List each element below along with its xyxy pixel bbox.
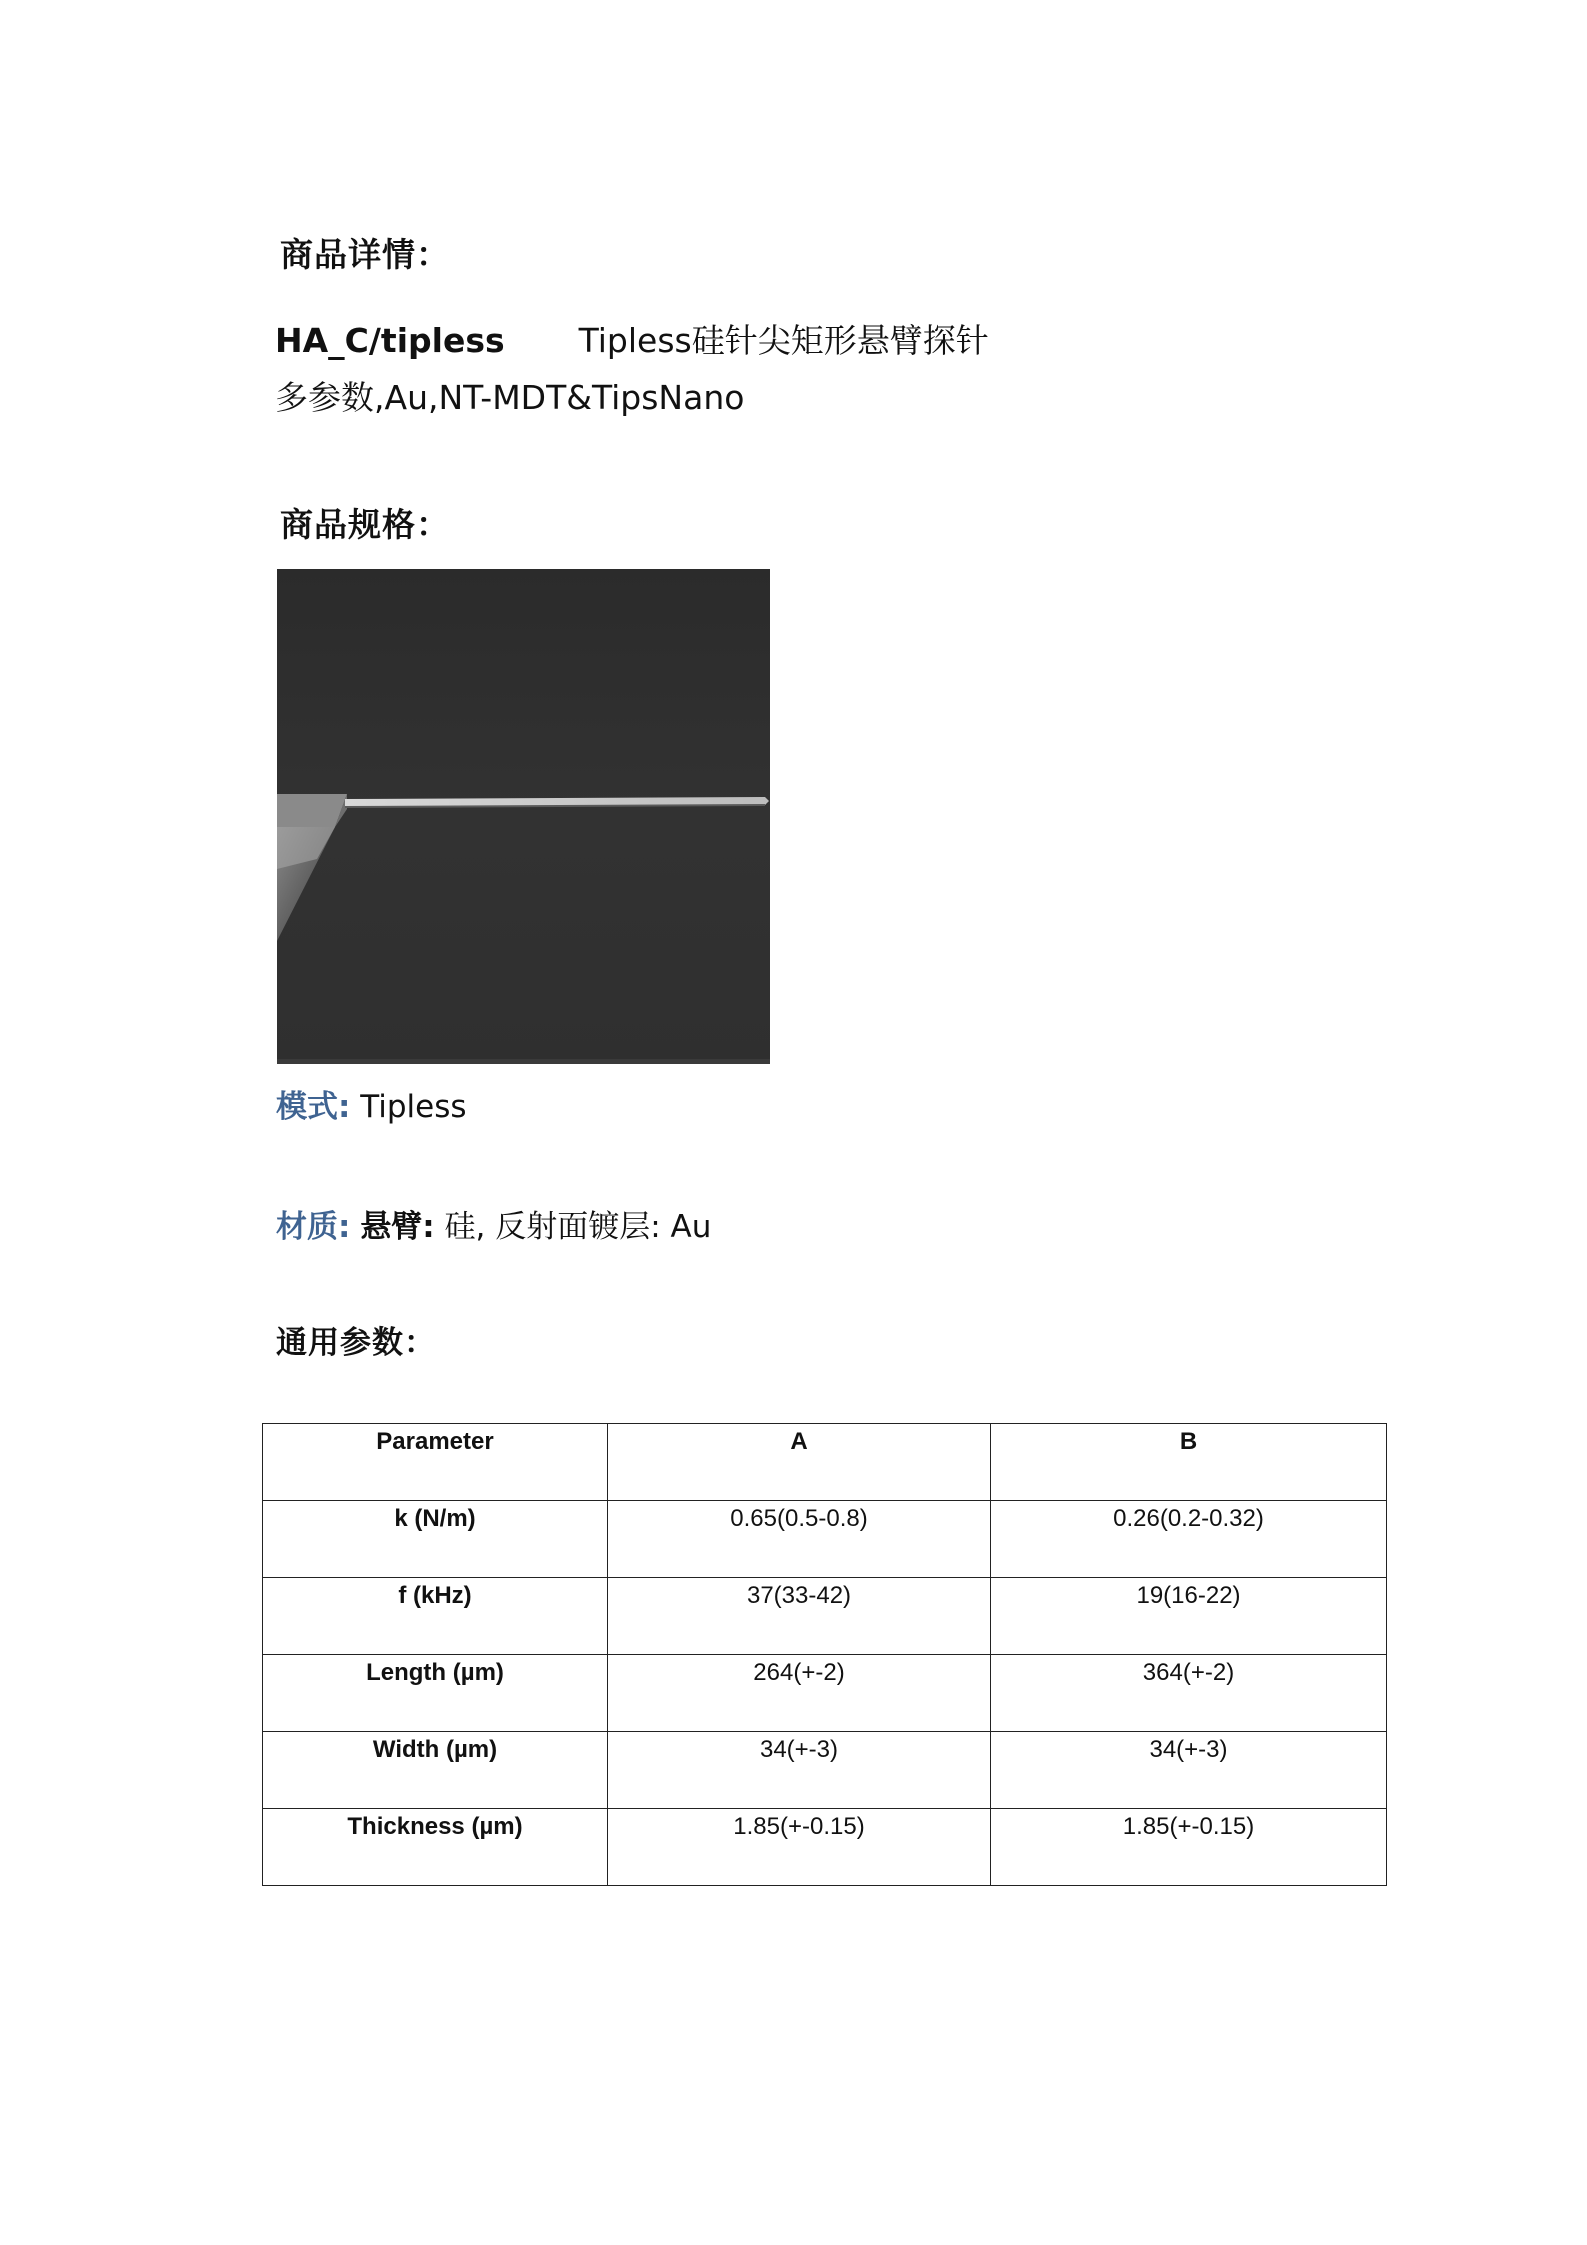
value-a: 34(+-3) (608, 1732, 991, 1809)
mode-label: 模式: (276, 1089, 351, 1125)
value-b: 34(+-3) (991, 1732, 1387, 1809)
table-header-row (263, 1424, 1387, 1501)
table-row (263, 1732, 1387, 1809)
param-name: Width (µm) (263, 1732, 608, 1809)
value-a: 37(33-42) (608, 1578, 991, 1655)
value-b: 1.85(+-0.15) (991, 1809, 1387, 1886)
value-b: 0.26(0.2-0.32) (991, 1501, 1387, 1578)
param-name: k (N/m) (263, 1501, 608, 1578)
value-b: 19(16-22) (991, 1578, 1387, 1655)
value-a: 1.85(+-0.15) (608, 1809, 991, 1886)
product-specs-heading: 商品规格： (280, 505, 450, 544)
product-title-line (275, 321, 989, 360)
general-params-heading: 通用参数： (276, 1325, 436, 1361)
material-value: 硅, 反射面镀层: Au (444, 1209, 712, 1245)
table-row (263, 1501, 1387, 1578)
mode-value: Tipless (360, 1089, 467, 1125)
product-code: HA_C/tipless (275, 321, 505, 360)
table-row (263, 1578, 1387, 1655)
product-description: Tipless硅针尖矩形悬臂探针 (578, 321, 989, 360)
table-row (263, 1655, 1387, 1732)
product-subtitle: 多参数,Au,NT-MDT&TipsNano (275, 378, 745, 417)
header-parameter: Parameter (263, 1424, 608, 1501)
parameter-table (262, 1423, 1387, 1886)
value-b: 364(+-2) (991, 1655, 1387, 1732)
value-a: 264(+-2) (608, 1655, 991, 1732)
material-line (276, 1209, 712, 1245)
param-name: f (kHz) (263, 1578, 608, 1655)
cantilever-sem-image (277, 569, 770, 1064)
product-details-heading: 商品详情： (280, 235, 450, 274)
material-label: 材质: (276, 1209, 351, 1245)
header-a: A (608, 1424, 991, 1501)
mode-line (276, 1089, 467, 1125)
value-a: 0.65(0.5-0.8) (608, 1501, 991, 1578)
table-row (263, 1809, 1387, 1886)
param-name: Thickness (µm) (263, 1809, 608, 1886)
param-name: Length (µm) (263, 1655, 608, 1732)
header-b: B (991, 1424, 1387, 1501)
cantilever-label: 悬臂: (360, 1209, 435, 1245)
